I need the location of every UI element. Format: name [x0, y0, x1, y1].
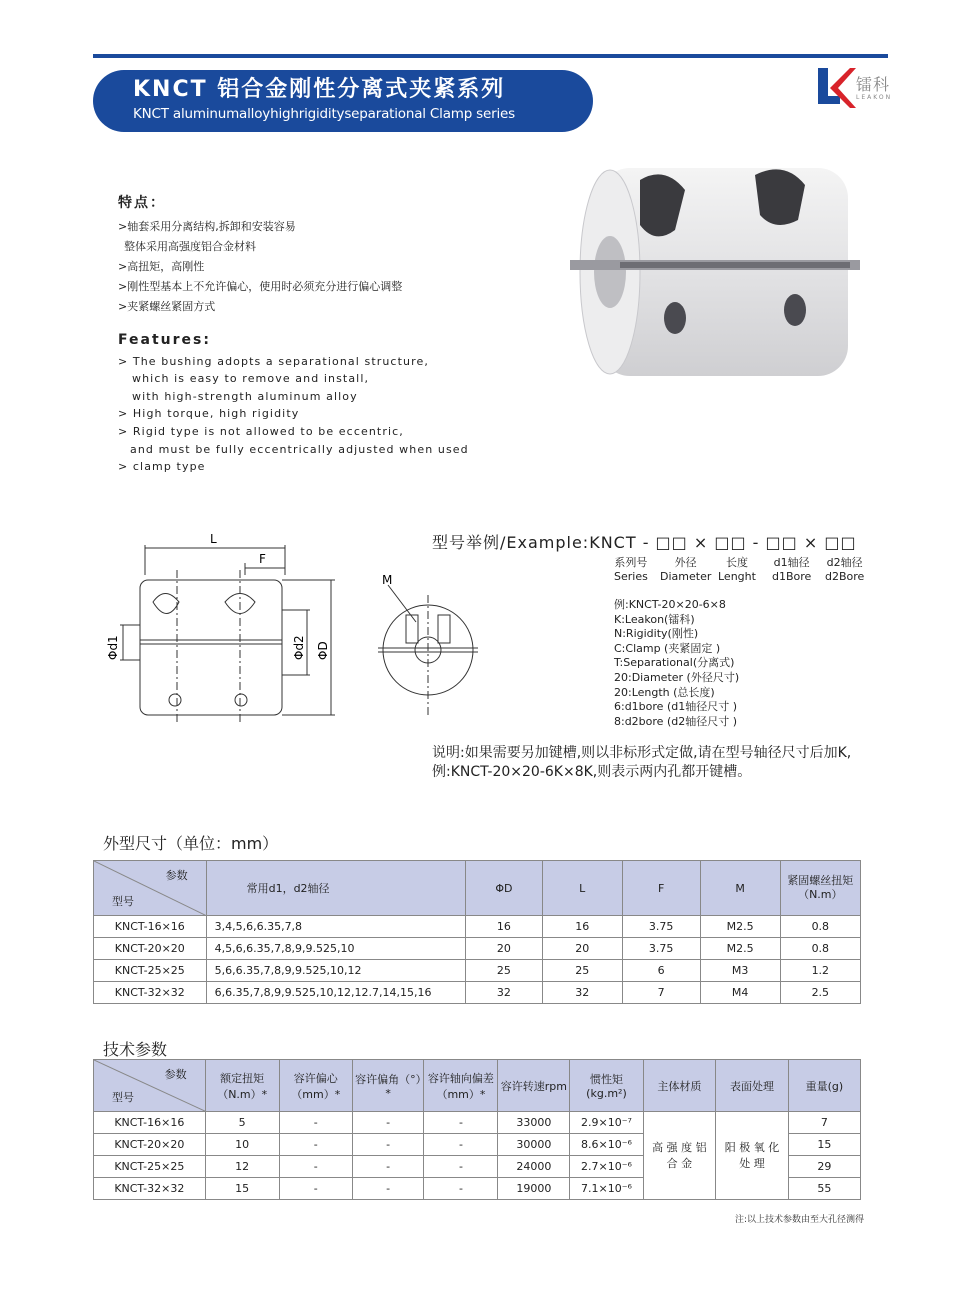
list-item: K:Leakon(镭科) [614, 612, 695, 626]
tech-table: 参数 型号 额定扭矩（N.m）* 容许偏心（mm）* 容许偏角（°）* 容许轴向偏差（mm）* 容许转速rpm 惯性矩(kg.m²) 主体材质 表面处理 重量(g) KNCT-16×16 5 - - - 33000 2.9×10⁻⁷ 高 强 度 铝 合 金 阳 极 氧 化 处 理 7 KNCT-20×20 10 - - - 30000 8.6×10⁻⁶ 15 KNCT-25×25 12 - - - 24000 2.7×10⁻⁶ 29 KNCT-32×32 15 - - - 19000 7.1×10⁻⁶ 55 [93, 1059, 861, 1200]
title-banner [93, 70, 593, 132]
dim-d2: Φd2 [292, 635, 306, 660]
side-view-drawing [95, 530, 345, 730]
table-row: KNCT-20×20 4,5,6,6.35,7,8,9,9.525,10 20 20 3.75 M2.5 0.8 [94, 938, 861, 960]
label-d1: d1轴径 d1Bore [772, 556, 812, 583]
logo-en: LEAKON [856, 94, 893, 101]
dimensions-table: 参数 型号 常用d1，d2轴径 ΦD L F M 紧固螺丝扭矩（N.m） KNCT-16×16 3,4,5,6,6.35,7,8 16 16 3.75 M2.5 0.8 KNCT-20×20 4,5,6,6.35,7,8,9,9.525,10 20 20 3.75 M2.5 0.8 KNCT-25×25 5,6,6.35,7,8,9,9.525,10,12 25 25 6 M3 1.2 KNCT-32×32 6,6.35,7,8,9,9.525,10,12,12.7,14,15,16 32 32 7 M4 2.5 [93, 860, 861, 1004]
material-cell: 高 强 度 铝 合 金 [643, 1112, 716, 1200]
list-item: and must be fully eccentrically adjusted when used [130, 442, 469, 456]
list-item: 整体采用高强度铝合金材料 [124, 240, 256, 253]
dim-F: F [259, 552, 266, 566]
table-row: KNCT-16×16 3,4,5,6,6.35,7,8 16 16 3.75 M2.5 0.8 [94, 916, 861, 938]
header-corner: 参数 型号 [94, 1060, 206, 1112]
list-item: 20:Length (总长度) [614, 685, 715, 699]
table-row: KNCT-16×16 5 - - - 33000 2.9×10⁻⁷ 高 强 度 铝 合 金 阳 极 氧 化 处 理 7 [94, 1112, 861, 1134]
table-row: KNCT-32×32 6,6.35,7,8,9,9.525,10,12,12.7,14,15,16 32 32 7 M4 2.5 [94, 982, 861, 1004]
list-item: 8:d2bore (d2轴径尺寸 ) [614, 714, 738, 728]
label-diameter: 外径 Diameter [660, 556, 712, 583]
list-item: >夹紧螺丝紧固方式 [118, 300, 216, 313]
coupling-photo [570, 160, 860, 380]
dims-title: 外型尺寸（单位：mm） [103, 834, 279, 853]
tech-title: 技术参数 [103, 1040, 168, 1059]
header-corner: 参数 型号 [94, 861, 207, 916]
table-row: KNCT-25×25 12 - - - 24000 2.7×10⁻⁶ 29 [94, 1156, 861, 1178]
list-item: 6:d1bore (d1轴径尺寸 ) [614, 700, 738, 714]
label-d2: d2轴径 d2Bore [825, 556, 865, 583]
table-row: KNCT-32×32 15 - - - 19000 7.1×10⁻⁶ 55 [94, 1178, 861, 1200]
keyway-note: 说明:如果需要另加键槽,则以非标形式定做,请在型号轴径尺寸后加K, 例:KNCT-20×20-6K×8K,则表示两内孔都开键槽。 [432, 745, 852, 780]
leakon-logo [812, 66, 892, 110]
label-series: 系列号 Series [614, 556, 648, 583]
dim-D: ΦD [316, 641, 330, 660]
example-title: 型号举例/Example:KNCT - □□ × □□ - □□ × □□ [432, 533, 857, 552]
table-row: KNCT-25×25 5,6,6.35,7,8,9,9.525,10,12 25 25 6 M3 1.2 [94, 960, 861, 982]
dim-M: M [382, 573, 393, 587]
list-item: 20:Diameter (外径尺寸) [614, 670, 740, 684]
features-en [118, 332, 469, 476]
top-rule [93, 54, 888, 58]
list-item: > The bushing adopts a separational structure, [118, 354, 429, 368]
list-item: N:Rigidity(刚性) [614, 627, 699, 641]
list-item: 例:KNCT-20×20-6×8 [614, 598, 726, 611]
dim-L: L [210, 532, 217, 546]
dim-d1: Φd1 [106, 635, 120, 660]
footnote: 注:以上技术参数由至大孔径测得 [734, 1215, 864, 1225]
logo-mark-icon [812, 66, 856, 110]
table-row: KNCT-20×20 10 - - - 30000 8.6×10⁻⁶ 15 [94, 1134, 861, 1156]
list-item: which is easy to remove and install, [132, 372, 370, 386]
features-cn-heading: 特点： [118, 195, 166, 211]
title-cn: KNCT 铝合金刚性分离式夹紧系列 [133, 77, 506, 102]
features-cn [118, 193, 402, 317]
list-item: C:Clamp (夹紧固定 ) [614, 641, 721, 655]
example-list [614, 598, 739, 729]
title-en: KNCT aluminumalloyhighrigidityseparational Clamp series [133, 106, 515, 122]
list-item: >刚性型基本上不允许偏心，使用时必须充分进行偏心调整 [118, 280, 403, 293]
list-item: >轴套采用分离结构,拆卸和安装容易 [118, 220, 296, 233]
list-item: > Rigid type is not allowed to be eccentric, [118, 424, 404, 438]
list-item: > clamp type [118, 460, 206, 474]
features-en-heading: Features: [118, 332, 211, 348]
list-item: >高扭矩，高刚性 [118, 260, 205, 273]
list-item: with high-strength aluminum alloy [132, 389, 358, 403]
logo-cn: 镭科 [856, 75, 891, 94]
list-item: T:Separational(分离式) [614, 656, 735, 670]
list-item: > High torque, high rigidity [118, 407, 300, 421]
surface-cell: 阳 极 氧 化 处 理 [716, 1112, 789, 1200]
end-view-drawing [378, 570, 478, 720]
label-length: 长度 Lenght [718, 556, 756, 583]
